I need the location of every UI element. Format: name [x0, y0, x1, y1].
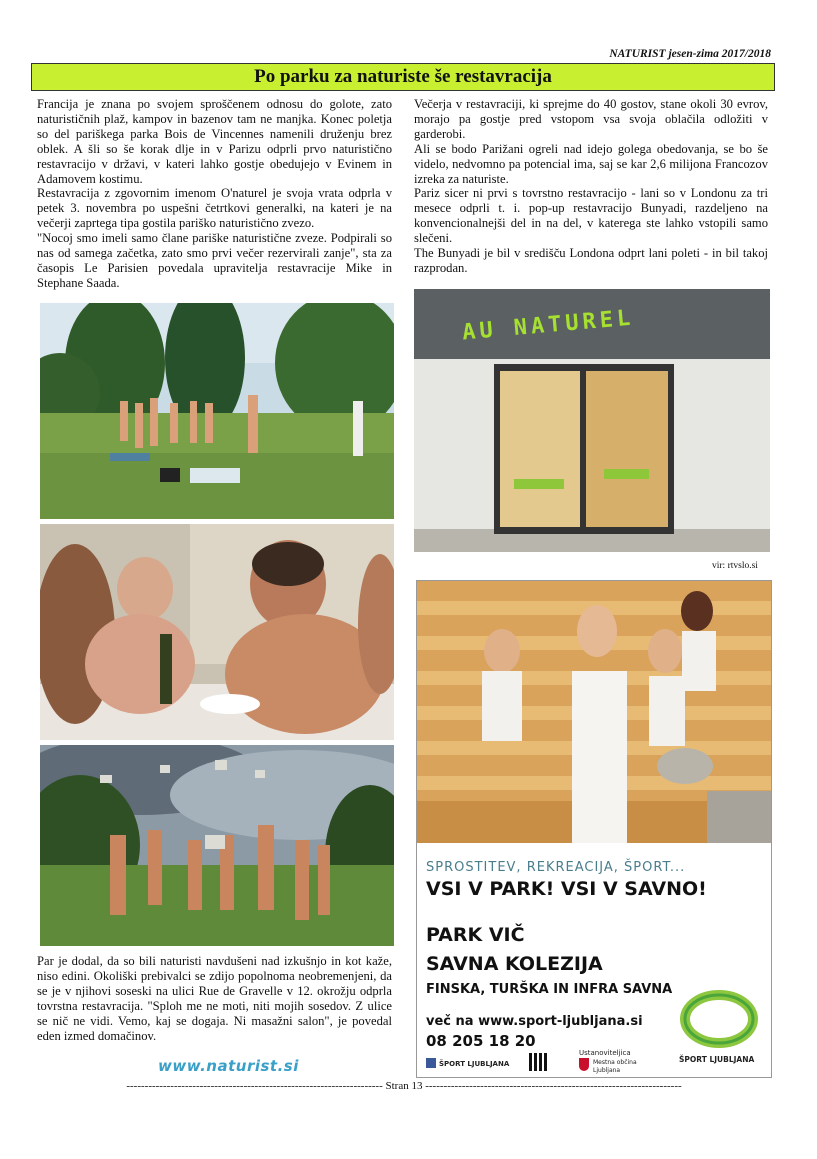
ad-headline: VSI V PARK! VSI V SAVNO! — [426, 878, 707, 900]
sauna-photo — [417, 581, 772, 843]
ad-phone: 08 205 18 20 — [426, 1032, 536, 1050]
paragraph: Večerja v restavraciji, ki sprejme do 40 gostov, stane okoli 30 evrov, morajo pa gostje pred vstopom vsa svoja oblačila odložiti v garderobi. — [414, 97, 768, 141]
park-photo — [40, 303, 394, 519]
left-column — [37, 97, 392, 291]
facebook-icon[interactable] — [426, 1058, 436, 1068]
restaurant-sign: AU NATUREL — [461, 305, 636, 346]
dinner-photo — [40, 524, 394, 740]
founder-name: Mestna občina Ljubljana — [593, 1059, 637, 1074]
photo-credit: vir: rtvslo.si — [712, 561, 758, 571]
paragraph: Francija je znana po svojem sproščenem odnosu do golote, zato naturističnih plaž, kampov in bazenov tam ne manjka. Konec poletja so del pariškega parka Bois de Vincennes namenili druženju brez oblek. A šli so še korak dlje in v Parizu odprli prvo naturistično restavracijo v državi, v kateri lahko gostje obedujejo v Evinem in Adamovem kostimu. — [37, 97, 392, 186]
ad-sauna-types: FINSKA, TURŠKA IN INFRA SAVNA — [426, 982, 673, 997]
sport-ljubljana-logo-icon — [679, 989, 759, 1049]
paragraph: Pariz sicer ni prvi s tovrstno restavracijo - lani so v Londonu za tri mesece odprli t. i. pop-up restavracijo Bunyadi, razdeljeno na konvencionalnejši del in na del, v katerega ste lahko vstopili samo slečeni. — [414, 186, 768, 246]
paragraph: Ali se bodo Parižani ogreli nad idejo golega obedovanja, se bo še videlo, nedvomno pa potencial ima, saj se kar 2,6 milijona Francozov izreka za naturiste. — [414, 141, 768, 186]
left-bottom-text — [37, 954, 392, 1043]
paragraph: "Nocoj smo imeli samo člane pariške naturistične zveze. Podpirali so nas od samega začetka, zato smo prvi večer rezervirali zanje", sta za časopis Le Parisien povedala upravitelja restavracije Mike in Stephane Saada. — [37, 231, 392, 290]
ad-website[interactable]: več na www.sport-ljubljana.si — [426, 1014, 643, 1029]
restaurant-photo — [414, 289, 770, 552]
logo-label: ŠPORT LJUBLJANA — [679, 1055, 755, 1064]
article-title: Po parku za naturiste še restavracija — [254, 66, 552, 87]
qr-code-icon — [529, 1053, 547, 1071]
ad-sauna-name: SAVNA KOLEZIJA — [426, 953, 603, 975]
founder-label: Ustanoviteljica — [579, 1049, 631, 1057]
ljubljana-crest-icon — [579, 1058, 589, 1071]
sauna-advertisement — [416, 580, 772, 1078]
paragraph: Restavracija z zgovornim imenom O'naturel je svoja vrata odprla v petek 3. novembra po uspešni četrtkovi generalki, na kateri je na večerji zaprtega tipa gostila pariško naturistično zvezo. — [37, 186, 392, 231]
issue-header: NATURIST jesen-zima 2017/2018 — [609, 48, 771, 60]
celebration-photo — [40, 745, 394, 946]
paragraph: Par je dodal, da so bili naturisti navdušeni nad izkušnjo in kot kaže, niso edini. Okoliški prebivalci se zdijo popolnoma neobremenjeni, da se je v njihovi soseski na ulici Rue de Gravelle v 12. okrožju odprla tovrstna restavracija. "Sploh me ne moti, niti mojih sosedov. Z ulice se nič ne vidi. Vemo, kaj se dogaja. Ni masažni salon", je povedal eden izmed domačinov. — [37, 954, 392, 1043]
ad-tagline: SPROSTITEV, REKREACIJA, ŠPORT... — [426, 860, 686, 875]
facebook-label[interactable]: ŠPORT LJUBLJANA — [439, 1060, 510, 1068]
article-title-bar — [31, 63, 775, 91]
ad-location: PARK VIČ — [426, 924, 525, 946]
page-footer: ---------------------------------------------------------------------- Stran 13 ---------------------------------------------------------------------- — [126, 1080, 682, 1092]
right-column — [414, 97, 768, 276]
paragraph: The Bunyadi je bil v središču Londona odprt lani poleti - in bil takoj razprodan. — [414, 246, 768, 275]
website-link[interactable]: www.naturist.si — [158, 1057, 299, 1075]
